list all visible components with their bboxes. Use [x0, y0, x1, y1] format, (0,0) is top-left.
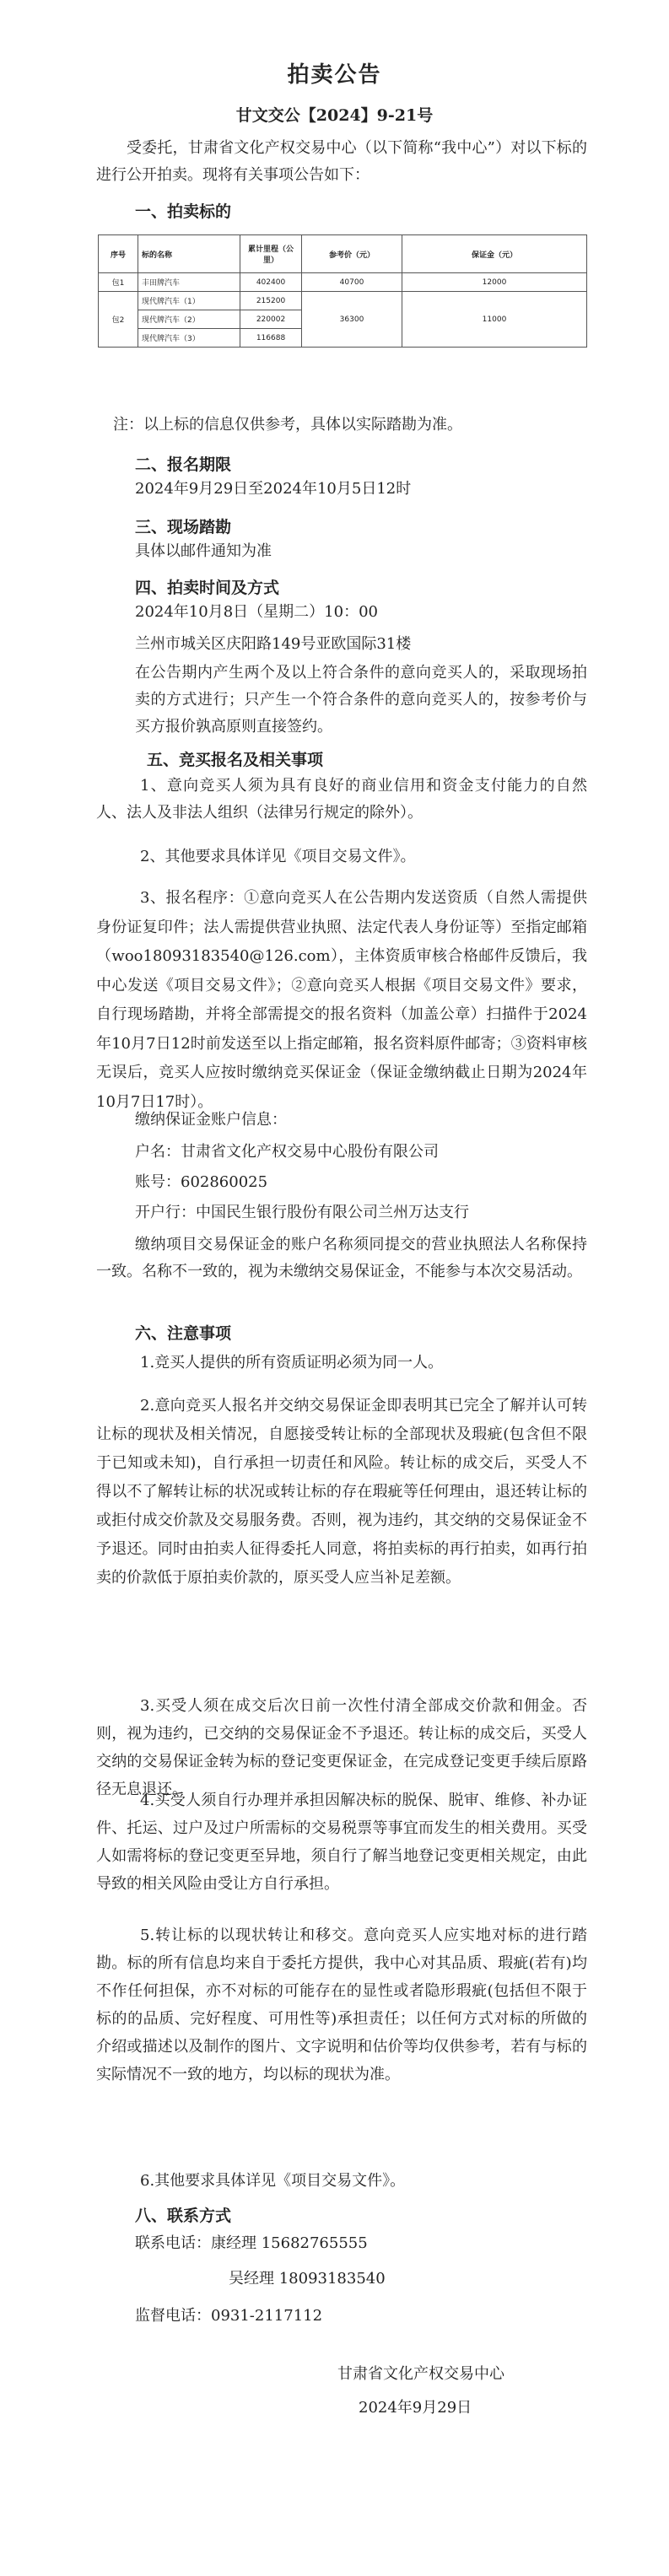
- auction-time: 2024年10月8日（星期二）10：00: [135, 603, 378, 621]
- contact-phone-1: 联系电话：康经理 15682765555: [135, 2234, 368, 2252]
- notice-item: 3.买受人须在成交后次日前一次性付清全部成交价款和佣金。否则，视为违约，已交纳的交易保证金不予退还。转让标的成交后，买受人交纳的交易保证金转为标的登记变更保证金，在完成登记变更手续后原路径无息退还。: [96, 1697, 587, 1798]
- table-cell: 12000: [402, 273, 587, 292]
- table-header: 累计里程（公里）: [240, 235, 302, 273]
- notice-item: 6.其他要求具体详见《项目交易文件》。: [140, 2172, 406, 2190]
- account-note: 缴纳项目交易保证金的账户名称须同提交的营业执照法人名称保持一致。名称不一致的，视为未缴纳交易保证金，不能参与本次交易活动。: [96, 1236, 587, 1280]
- section-2-heading: 二、报名期限: [135, 455, 232, 474]
- table-cell: 220002: [240, 310, 302, 329]
- account-number: 账号：602860025: [135, 1173, 268, 1191]
- auction-items-table: [98, 234, 587, 348]
- table-header: 参考价（元）: [302, 235, 402, 273]
- document-number: 甘文交公【2024】9-21号: [235, 106, 434, 125]
- table-header: 保证金（元）: [402, 235, 587, 273]
- table-cell: 11000: [402, 292, 587, 348]
- signature-date: 2024年9月29日: [359, 2399, 472, 2417]
- account-bank: 开户行：中国民生银行股份有限公司兰州万达支行: [135, 1204, 469, 1221]
- table-cell: 215200: [240, 292, 302, 310]
- table-cell: 现代牌汽车（1）: [138, 292, 240, 310]
- requirement-item: 2、其他要求具体详见《项目交易文件》。: [140, 848, 416, 865]
- intro-paragraph: 受委托，甘肃省文化产权交易中心（以下简称“我中心”）对以下标的进行公开拍卖。现将有关事项公告如下：: [96, 139, 587, 184]
- notice-item: 1.竞买人提供的所有资质证明必须为同一人。: [140, 1354, 444, 1372]
- table-header-row: [99, 235, 587, 273]
- table-cell: 402400: [240, 273, 302, 292]
- site-visit-text: 具体以邮件通知为准: [135, 542, 272, 560]
- section-1-heading: 一、拍卖标的: [135, 202, 232, 221]
- table-cell: 丰田牌汽车: [138, 273, 240, 292]
- table-cell: 包1: [99, 273, 138, 292]
- auction-place: 兰州市城关区庆阳路149号亚欧国际31楼: [135, 635, 412, 653]
- supervision-phone: 监督电话：0931-2117112: [135, 2307, 323, 2325]
- table-cell: 现代牌汽车（2）: [138, 310, 240, 329]
- account-name: 户名：甘肃省文化产权交易中心股份有限公司: [135, 1143, 439, 1161]
- table-header: 标的名称: [138, 235, 240, 273]
- registration-period: 2024年9月29日至2024年10月5日12时: [135, 480, 412, 498]
- section-4-heading: 四、拍卖时间及方式: [135, 579, 280, 597]
- table-header: 序号: [99, 235, 138, 273]
- notice-item: 2.意向竞买人报名并交纳交易保证金即表明其已完全了解并认可转让标的现状及相关情况，自愿接受转让标的全部现状及瑕疵(包含但不限于已知或未知)，自行承担一切责任和风险。转让标的成交后，买受人不得以不了解转让标的状况或转让标的存在瑕疵等任何理由，退还转让标的或拒付成交价款及交易服务费。否则，视为违约，其交纳的交易保证金不予退还。同时由拍卖人征得委托人同意，将拍卖标的再行拍卖，如再行拍卖的价款低于原拍卖价款的，原买受人应当补足差额。: [96, 1397, 587, 1587]
- section-8-heading: 八、联系方式: [135, 2207, 232, 2225]
- page-title: 拍卖公告: [287, 62, 382, 88]
- table-row: [99, 292, 587, 310]
- signature-organization: 甘肃省文化产权交易中心: [337, 2365, 504, 2383]
- table-cell: 现代牌汽车（3）: [138, 329, 240, 348]
- section-6-heading: 六、注意事项: [135, 1324, 232, 1343]
- table-cell: 116688: [240, 329, 302, 348]
- section-5-heading: 五、竞买报名及相关事项: [147, 751, 324, 769]
- contact-phone-2: 吴经理 18093183540: [229, 2270, 386, 2288]
- requirement-item: 1、意向竞买人须为具有良好的商业信用和资金支付能力的自然人、法人及非法人组织（法律另行规定的除外）。: [96, 777, 587, 822]
- notice-item: 4.买受人须自行办理并承担因解决标的脱保、脱审、维修、补办证件、托运、过户及过户所需标的交易税票等事宜而发生的相关费用。买受人如需将标的登记变更至异地，须自行了解当地登记变更相关规定，由此导致的相关风险由受让方自行承担。: [96, 1792, 587, 1893]
- account-heading: 缴纳保证金账户信息：: [135, 1111, 287, 1129]
- auction-method: 在公告期内产生两个及以上符合条件的意向竞买人的，采取现场拍卖的方式进行；只产生一个符合条件的意向竞买人的，按参考价与买方报价孰高原则直接签约。: [135, 664, 587, 736]
- table-cell: 36300: [302, 292, 402, 348]
- table-cell: 包2: [99, 292, 138, 348]
- table-cell: 40700: [302, 273, 402, 292]
- section-3-heading: 三、现场踏勘: [135, 518, 232, 536]
- notice-item: 5.转让标的以现状转让和移交。意向竞买人应实地对标的进行踏勘。标的所有信息均来自于委托方提供，我中心对其品质、瑕疵(若有)均不作任何担保，亦不对标的可能存在的显性或者隐形瑕疵(包括但不限于标的的品质、完好程度、可用性等)承担责任；以任何方式对标的所做的介绍或描述以及制作的图片、文字说明和估价等均仅供参考，若有与标的实际情况不一致的地方，均以标的现状为准。: [96, 1927, 587, 2083]
- registration-procedure: 3、报名程序：①意向竞买人在公告期内发送资质（自然人需提供身份证复印件；法人需提供营业执照、法定代表人身份证等）至指定邮箱（woo18093183540@126.com），主体资质审核合格邮件反馈后，我中心发送《项目交易文件》；②意向竞买人根据《项目交易文件》要求，自行现场踏勘，并将全部需提交的报名资料（加盖公章）扫描件于2024年10月7日12时前发送至以上指定邮箱，报名资料原件邮寄；③资料审核无误后，竞买人应按时缴纳竞买保证金（保证金缴纳截止日期为2024年10月7日17时）。: [96, 889, 587, 1111]
- table-row: [99, 273, 587, 292]
- table-note: 注：以上标的信息仅供参考，具体以实际踏勘为准。: [113, 416, 462, 434]
